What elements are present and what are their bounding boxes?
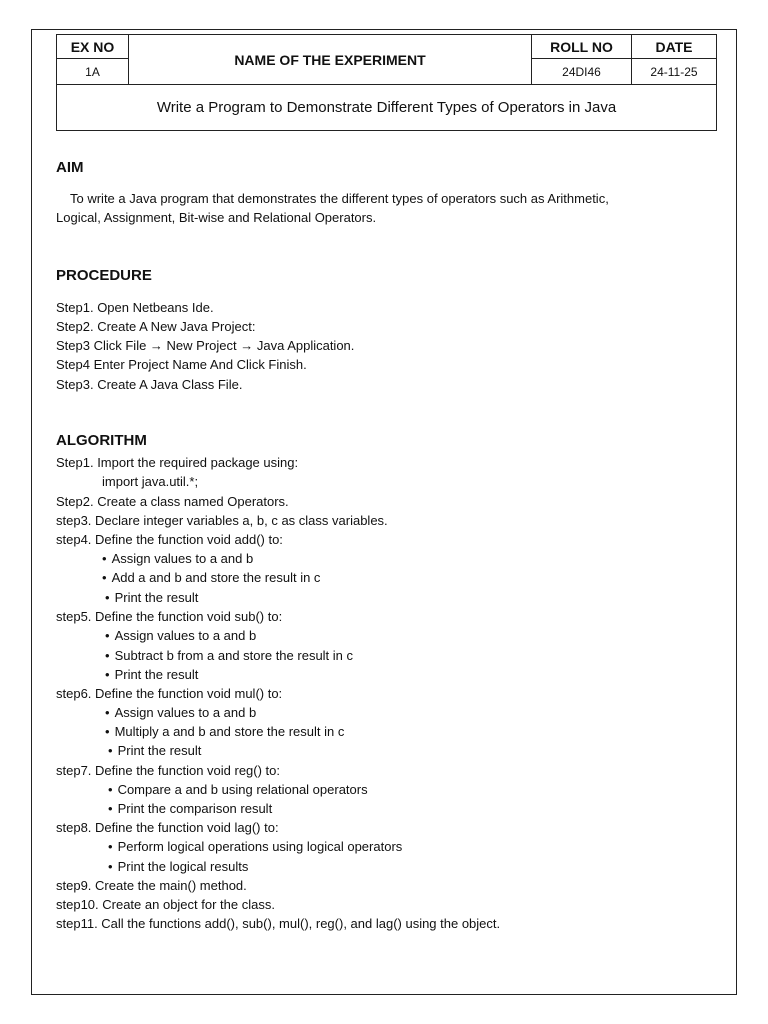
algorithm-step: Step1. Import the required package using: xyxy=(56,455,299,470)
algorithm-step: Step2. Create a class named Operators. xyxy=(56,494,289,509)
algorithm-bullet: • Print the result xyxy=(108,741,201,760)
date-value: 24-11-25 xyxy=(632,59,717,85)
algorithm-step: step10. Create an object for the class. xyxy=(56,897,275,912)
ex-no-value: 1A xyxy=(57,59,129,85)
ex-no-label: EX NO xyxy=(57,35,129,59)
algorithm-step: step5. Define the function void sub() to: xyxy=(56,609,283,624)
roll-no-label: ROLL NO xyxy=(532,35,632,59)
algorithm-bullet: • Assign values to a and b xyxy=(102,549,253,568)
algorithm-step: step6. Define the function void mul() to: xyxy=(56,686,283,701)
algorithm-bullet: • Assign values to a and b xyxy=(105,703,256,722)
algorithm-bullet: • Perform logical operations using logical operators xyxy=(108,837,402,856)
algorithm-bullet: • Subtract b from a and store the result in c xyxy=(105,646,353,665)
algorithm-step: step9. Create the main() method. xyxy=(56,878,247,893)
procedure-step: Step1. Open Netbeans Ide. xyxy=(56,300,214,315)
procedure-step: Step2. Create A New Java Project: xyxy=(56,319,256,334)
algorithm-bullet: • Print the comparison result xyxy=(108,799,272,818)
algorithm-bullet: • Compare a and b using relational operators xyxy=(108,780,368,799)
algorithm-bullet: • Multiply a and b and store the result in c xyxy=(105,722,344,741)
algorithm-heading: ALGORITHM xyxy=(56,432,147,449)
procedure-step: Step3. Create A Java Class File. xyxy=(56,377,243,392)
procedure-step: Step4 Enter Project Name And Click Finish. xyxy=(56,357,307,372)
algorithm-bullet: • Assign values to a and b xyxy=(105,626,256,645)
algorithm-step: step3. Declare integer variables a, b, c as class variables. xyxy=(56,513,388,528)
algorithm-step: step11. Call the functions add(), sub(), mul(), reg(), and lag() using the object. xyxy=(56,916,501,931)
experiment-title: Write a Program to Demonstrate Different Types of Operators in Java xyxy=(57,85,717,131)
experiment-label: NAME OF THE EXPERIMENT xyxy=(129,35,532,85)
algorithm-code: import java.util.*; xyxy=(102,474,199,489)
algorithm-bullet: • Print the result xyxy=(105,588,198,607)
header-table xyxy=(56,34,717,131)
aim-line-2: Logical, Assignment, Bit-wise and Relational Operators. xyxy=(56,210,377,225)
aim-line-1: To write a Java program that demonstrates the different types of operators such as Arithmetic, xyxy=(70,191,609,206)
procedure-heading: PROCEDURE xyxy=(56,267,152,284)
algorithm-step: step4. Define the function void add() to: xyxy=(56,532,283,547)
date-label: DATE xyxy=(632,35,717,59)
algorithm-step: step7. Define the function void reg() to: xyxy=(56,763,281,778)
roll-no-value: 24DI46 xyxy=(532,59,632,85)
algorithm-bullet: • Add a and b and store the result in c xyxy=(102,568,320,587)
algorithm-step: step8. Define the function void lag() to: xyxy=(56,820,279,835)
algorithm-bullet: • Print the result xyxy=(105,665,198,684)
algorithm-bullet: • Print the logical results xyxy=(108,857,248,876)
aim-heading: AIM xyxy=(56,159,84,176)
procedure-step: Step3 Click File → New Project → Java Application. xyxy=(56,338,355,353)
